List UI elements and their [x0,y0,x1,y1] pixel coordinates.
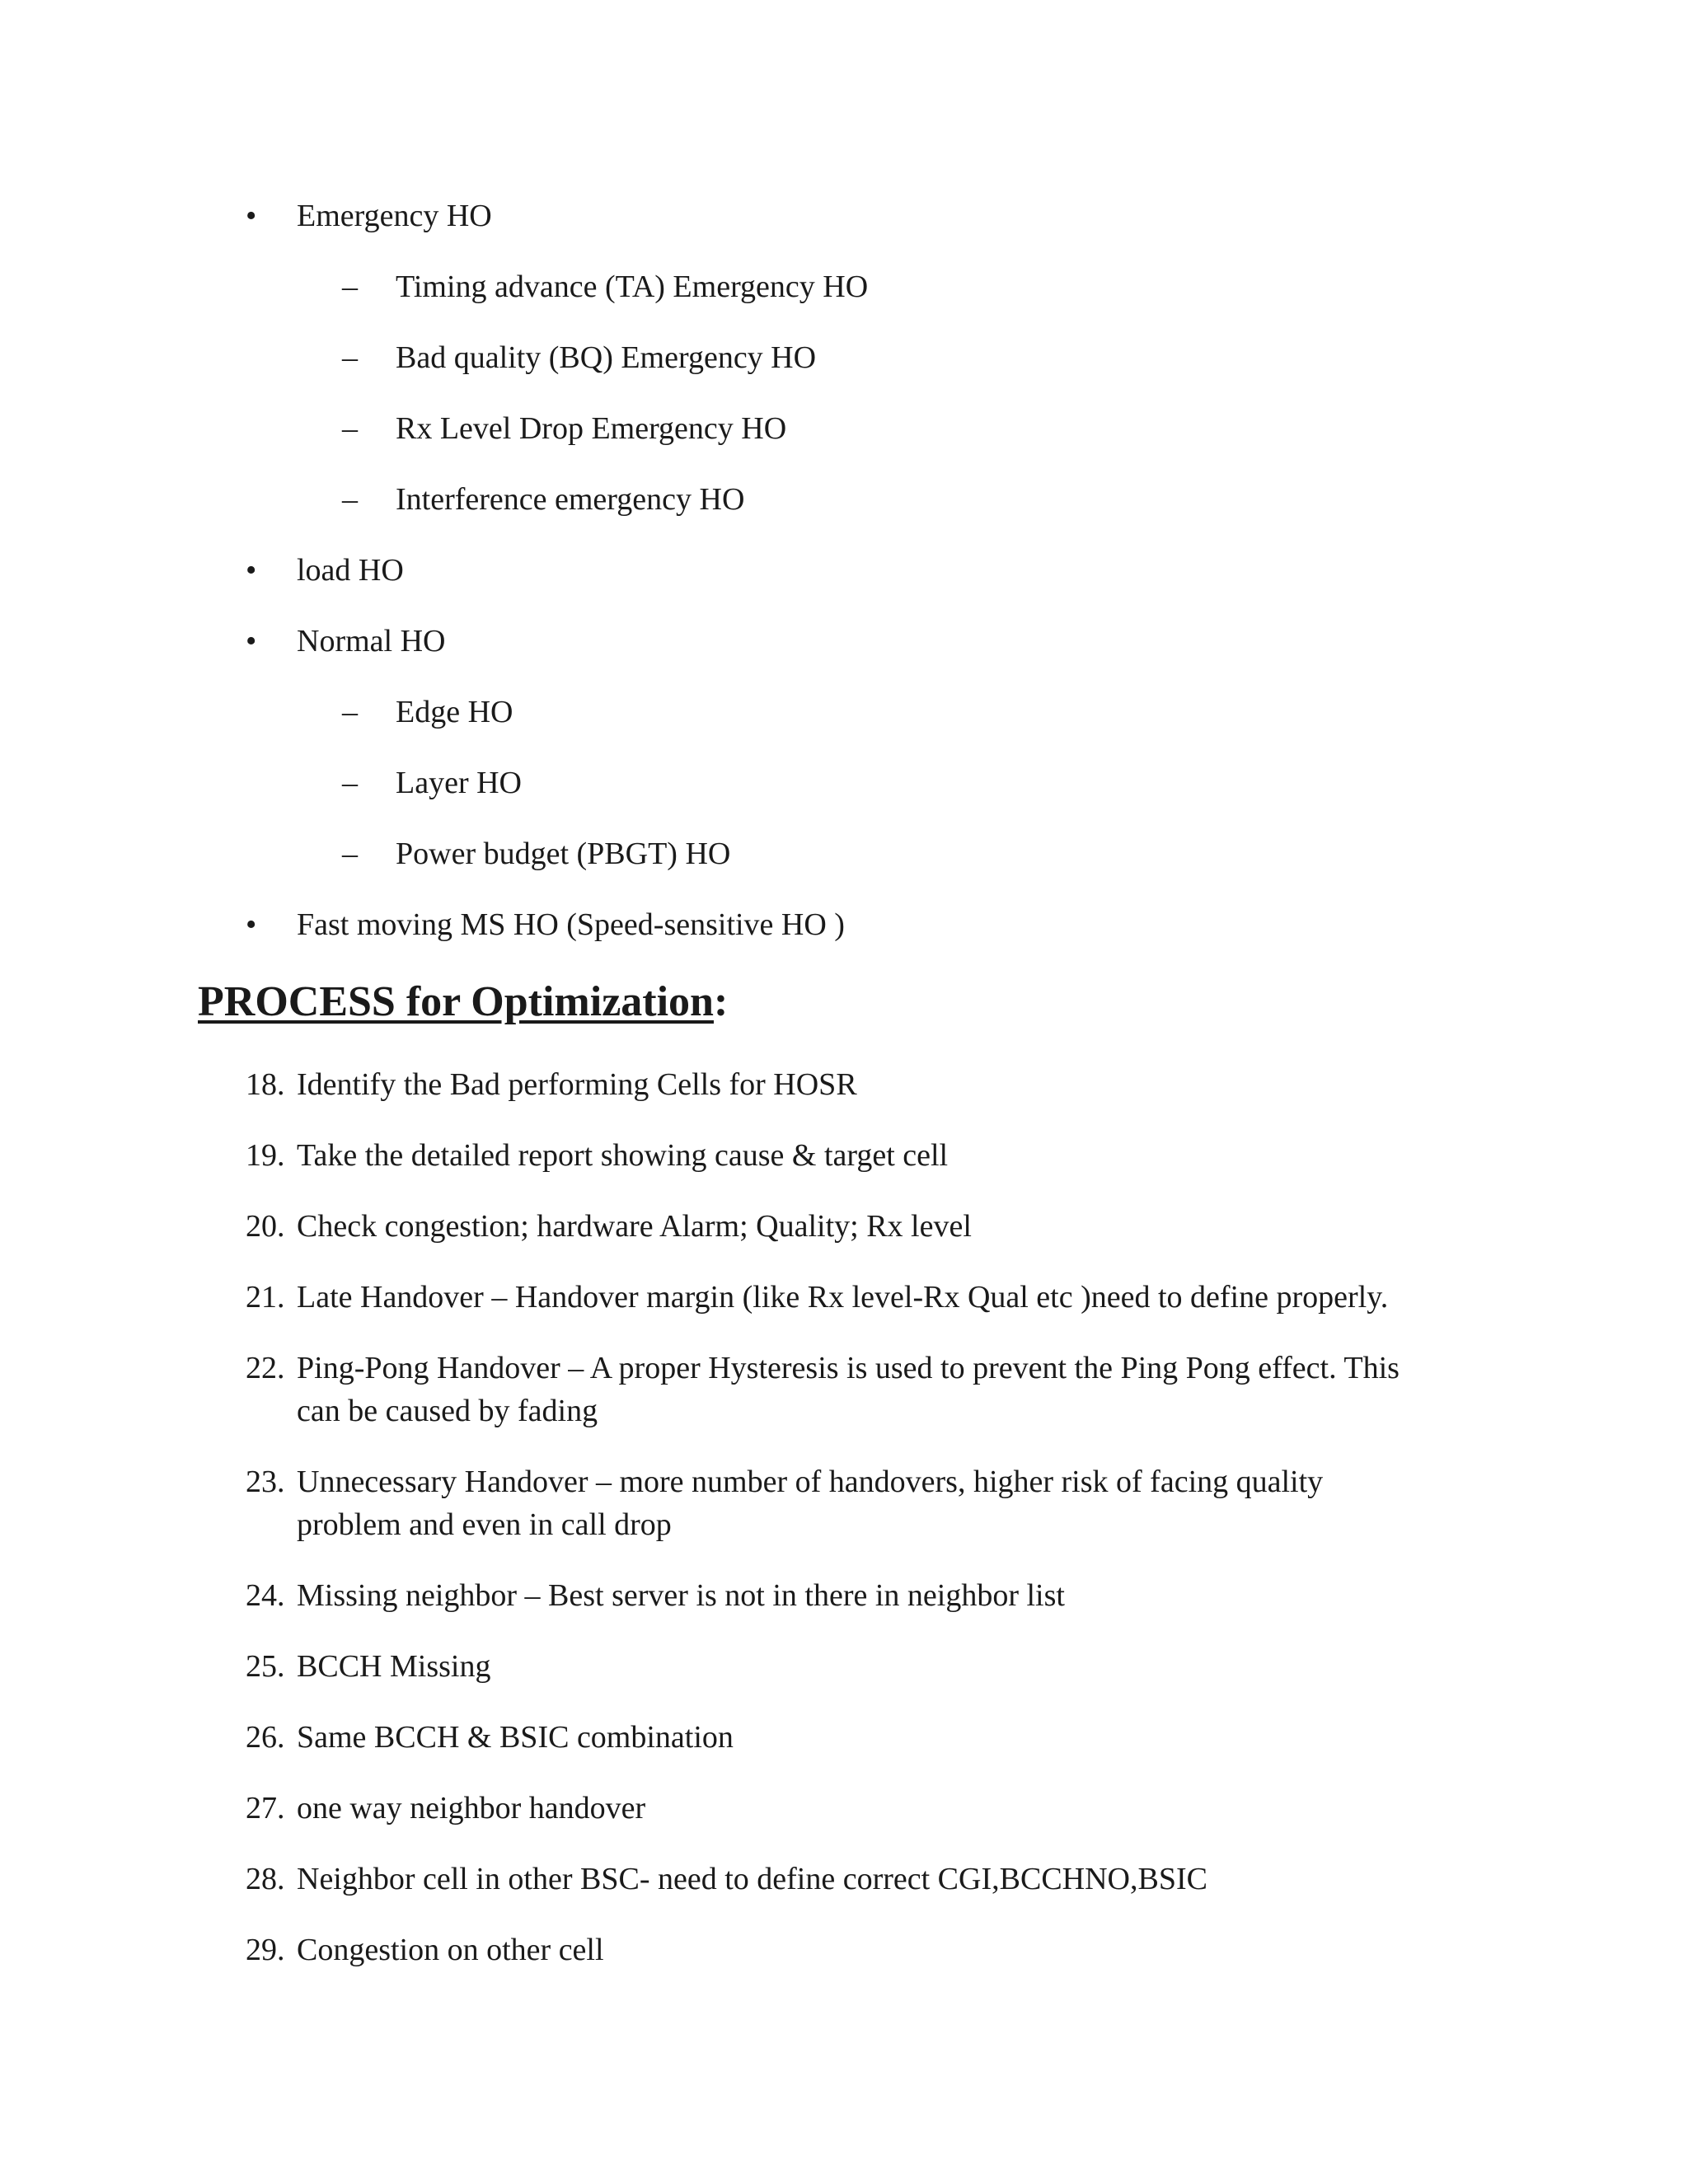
step-text-continuation: problem and even in call drop [297,1507,672,1542]
step-text: Missing neighbor – Best server is not in there in neighbor list [297,1578,1065,1613]
step-text: Check congestion; hardware Alarm; Quality; Rx level [297,1209,972,1244]
step-text: Neighbor cell in other BSC- need to define correct CGI,BCCHNO,BSIC [297,1862,1207,1896]
step-number: 27. [246,1791,285,1825]
bullet-marker: • [246,907,257,942]
list-subitem: Interference emergency HO [396,482,745,517]
step-text-continuation: can be caused by fading [297,1394,598,1428]
section-heading [198,974,728,1030]
step-number: 19. [246,1138,285,1173]
list-subitem: Layer HO [396,766,522,800]
step-text: Congestion on other cell [297,1933,604,1967]
step-number: 20. [246,1209,285,1244]
step-text: Identify the Bad performing Cells for HOSR [297,1067,857,1102]
dash-marker: – [342,269,358,304]
dash-marker: – [342,695,358,729]
dash-marker: – [342,482,358,517]
step-text: Unnecessary Handover – more number of handovers, higher risk of facing quality [297,1465,1324,1499]
list-item: load HO [297,553,404,588]
step-text: one way neighbor handover [297,1791,646,1825]
step-number: 23. [246,1465,285,1499]
step-number: 18. [246,1067,285,1102]
list-subitem: Bad quality (BQ) Emergency HO [396,340,817,375]
list-subitem: Rx Level Drop Emergency HO [396,411,787,446]
dash-marker: – [342,340,358,375]
list-item: Emergency HO [297,199,492,233]
bullet-marker: • [246,624,257,658]
dash-marker: – [342,411,358,446]
list-item: Fast moving MS HO (Speed-sensitive HO ) [297,907,845,942]
step-number: 24. [246,1578,285,1613]
bullet-marker: • [246,553,257,588]
step-text: BCCH Missing [297,1649,491,1684]
step-text: Ping-Pong Handover – A proper Hysteresis is used to prevent the Ping Pong effect. This [297,1351,1400,1385]
step-text: Late Handover – Handover margin (like Rx level-Rx Qual etc )need to define properly. [297,1280,1389,1315]
step-text: Take the detailed report showing cause & target cell [297,1138,949,1173]
step-number: 28. [246,1862,285,1896]
step-text: Same BCCH & BSIC combination [297,1720,734,1755]
step-number: 26. [246,1720,285,1755]
list-subitem: Power budget (PBGT) HO [396,837,731,871]
step-number: 21. [246,1280,285,1315]
bullet-marker: • [246,199,257,233]
list-item: Normal HO [297,624,446,658]
dash-marker: – [342,766,358,800]
section-heading-title: PROCESS for Optimization [198,978,714,1025]
list-subitem: Edge HO [396,695,513,729]
list-subitem: Timing advance (TA) Emergency HO [396,269,869,304]
step-number: 22. [246,1351,285,1385]
step-number: 25. [246,1649,285,1684]
section-heading-suffix: : [713,978,729,1025]
dash-marker: – [342,837,358,871]
step-number: 29. [246,1933,285,1967]
